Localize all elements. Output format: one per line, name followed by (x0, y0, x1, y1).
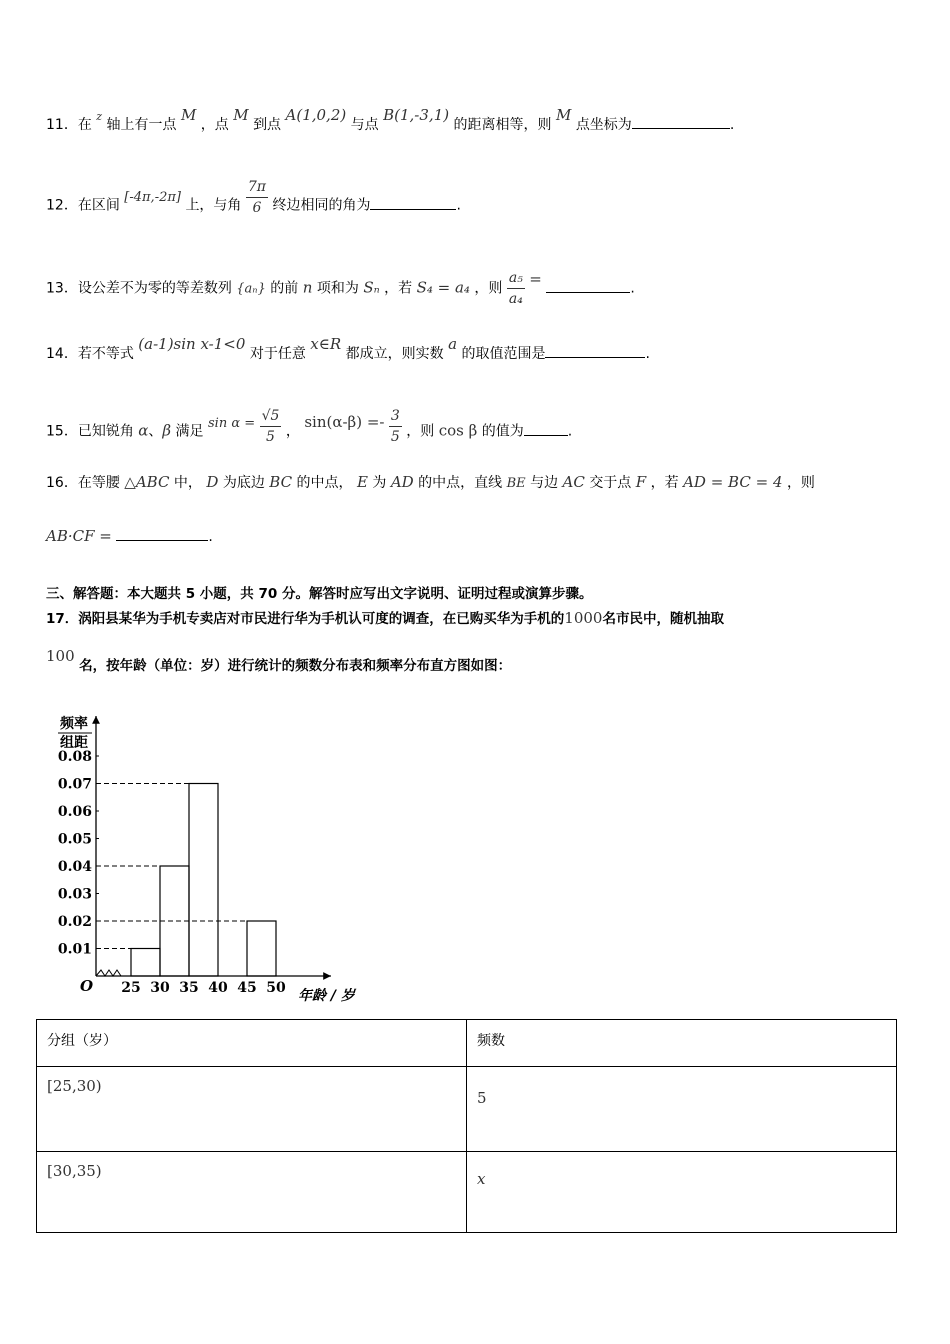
dot-product: AB·CF = (46, 527, 112, 545)
sin-alpha-minus-beta: sin(α-β) =- (304, 412, 385, 431)
answer-blank[interactable] (545, 345, 645, 358)
triangle: △ABC (124, 473, 170, 491)
point-b: B(1,-3,1) (383, 106, 450, 124)
x-tick-label: 45 (237, 980, 257, 996)
domain: x∈R (310, 335, 342, 353)
interval: [-4π,-2π] (124, 189, 181, 205)
y-tick-label: 0.02 (57, 914, 92, 930)
origin-label: O (80, 977, 94, 995)
histogram (46, 708, 376, 1008)
q11-number: 11． (46, 117, 78, 133)
question-17: 17．涡阳县某华为手机专卖店对市民进行华为手机认可度的调查，在已购买华为手机的1000名市民中，随机抽取 (46, 609, 724, 627)
table-header-row (37, 1020, 897, 1067)
cell-group: [25,30) (37, 1067, 467, 1152)
question-16: 16．在等腰 △ABC 中， D 为底边 BC 的中点， E 为 AD 的中点，直线 BE 与边 AC 交于点 F ，若 AD = BC = 4 ，则 (46, 473, 815, 491)
sqrt5-over-5: $\frac{√5}{5}$ (261, 408, 280, 445)
question-17-line2: 100 名，按年龄（单位：岁）进行统计的频数分布表和频率分布直方图如图： (46, 647, 512, 674)
sequence: {aₙ} (236, 281, 266, 297)
point-a: A(1,0,2) (285, 106, 347, 124)
question-11: 11．在 $^z$ 轴上有一点 M ，点 M 到点 A(1,0,2) 与点 B(1,-3,1) 的距离相等，则 M 点坐标为 . (46, 106, 735, 133)
y-tick-label: 0.05 (57, 831, 92, 848)
axis-break (96, 970, 121, 976)
x-tick-label: 25 (121, 980, 141, 996)
y-tick-label: 0.07 (57, 776, 92, 793)
q13-number: 13． (46, 280, 78, 297)
cos-beta: cos β (438, 421, 478, 440)
question-12: 12．在区间 [-4π,-2π] 上，与角 $\frac{7\pi}{6}$ 终边相同的角为 . (46, 179, 461, 216)
table-row (37, 1067, 897, 1152)
ylabel-top: 频率 (60, 716, 88, 732)
ylabel-bottom: 组距 (60, 735, 88, 751)
answer-blank[interactable] (524, 423, 568, 436)
question-15: 15．已知锐角 α、β 满足 sin α = $\frac{√5}{5}$ ， sin(α-β) =- $\frac{3}{5}$ ，则 cos β 的值为 . (46, 408, 573, 445)
three-fifths: $\frac{3}{5}$ (390, 408, 400, 445)
xlabel: 年龄 / 岁 (298, 988, 355, 1004)
alpha: α (138, 421, 149, 440)
question-16-cont: AB·CF = . (46, 527, 213, 545)
q12-number: 12． (46, 197, 78, 214)
answer-blank[interactable] (116, 528, 208, 541)
q15-number: 15． (46, 423, 78, 440)
point-m: M (556, 106, 572, 124)
ratio-fraction: $\frac{\text{a₅}}{\text{a₄}}$ (508, 270, 523, 307)
var-a: a (448, 335, 458, 353)
answer-blank[interactable] (546, 280, 630, 293)
histogram-bar (189, 784, 218, 977)
y-tick-label: 0.04 (57, 859, 92, 875)
y-tick-label: 0.08 (57, 749, 92, 765)
answer-blank[interactable] (370, 197, 456, 210)
point-m: M (180, 106, 197, 124)
inequality: (a-1)sin x-1<0 (138, 335, 246, 353)
table-row (37, 1152, 897, 1233)
x-tick-label: 50 (266, 980, 286, 996)
point-m: M (233, 106, 249, 124)
header-group: 分组（岁） (37, 1020, 467, 1067)
answer-blank[interactable] (632, 116, 730, 129)
cell-count: 5 (467, 1067, 897, 1152)
q16-number: 16． (46, 475, 78, 491)
frequency-table (36, 1019, 897, 1233)
y-tick-label: 0.03 (57, 886, 92, 903)
x-tick-label: 35 (179, 980, 199, 996)
sin-alpha: sin α = (208, 415, 256, 431)
var-n: n (302, 278, 313, 297)
x-tick-label: 30 (150, 980, 170, 996)
condition: AD = BC = 4 (683, 473, 783, 491)
cell-group: [30,35) (37, 1152, 467, 1233)
section-heading: 三、解答题：本大题共 5 小题，共 70 分。解答时应写出文字说明、证明过程或演算步骤。 (46, 586, 593, 602)
header-count: 频数 (467, 1020, 897, 1067)
q14-number: 14． (46, 346, 78, 362)
cell-count: x (467, 1152, 897, 1233)
beta: β (162, 421, 172, 440)
histogram-bar (247, 921, 276, 976)
question-13: 13．设公差不为零的等差数列 {aₙ} 的前 n 项和为 Sₙ ，若 S₄ = a₄ ，则 $\frac{\text{a₅}}{\text{a₄}}$ = . (46, 269, 635, 307)
x-tick-label: 40 (208, 980, 228, 996)
y-tick-label: 0.01 (57, 941, 92, 958)
z-axis-var: z (96, 110, 103, 123)
condition: S₄ = a₄ (416, 278, 470, 297)
sum-sn: Sₙ (363, 278, 380, 297)
angle-fraction: $\frac{7\pi}{6}$ (247, 179, 266, 216)
question-14: 14．若不等式 (a-1)sin x-1<0 对于任意 x∈R 都成立，则实数 a 的取值范围是 . (46, 335, 650, 362)
y-tick-label: 0.06 (57, 804, 92, 820)
histogram-bar (131, 949, 160, 977)
